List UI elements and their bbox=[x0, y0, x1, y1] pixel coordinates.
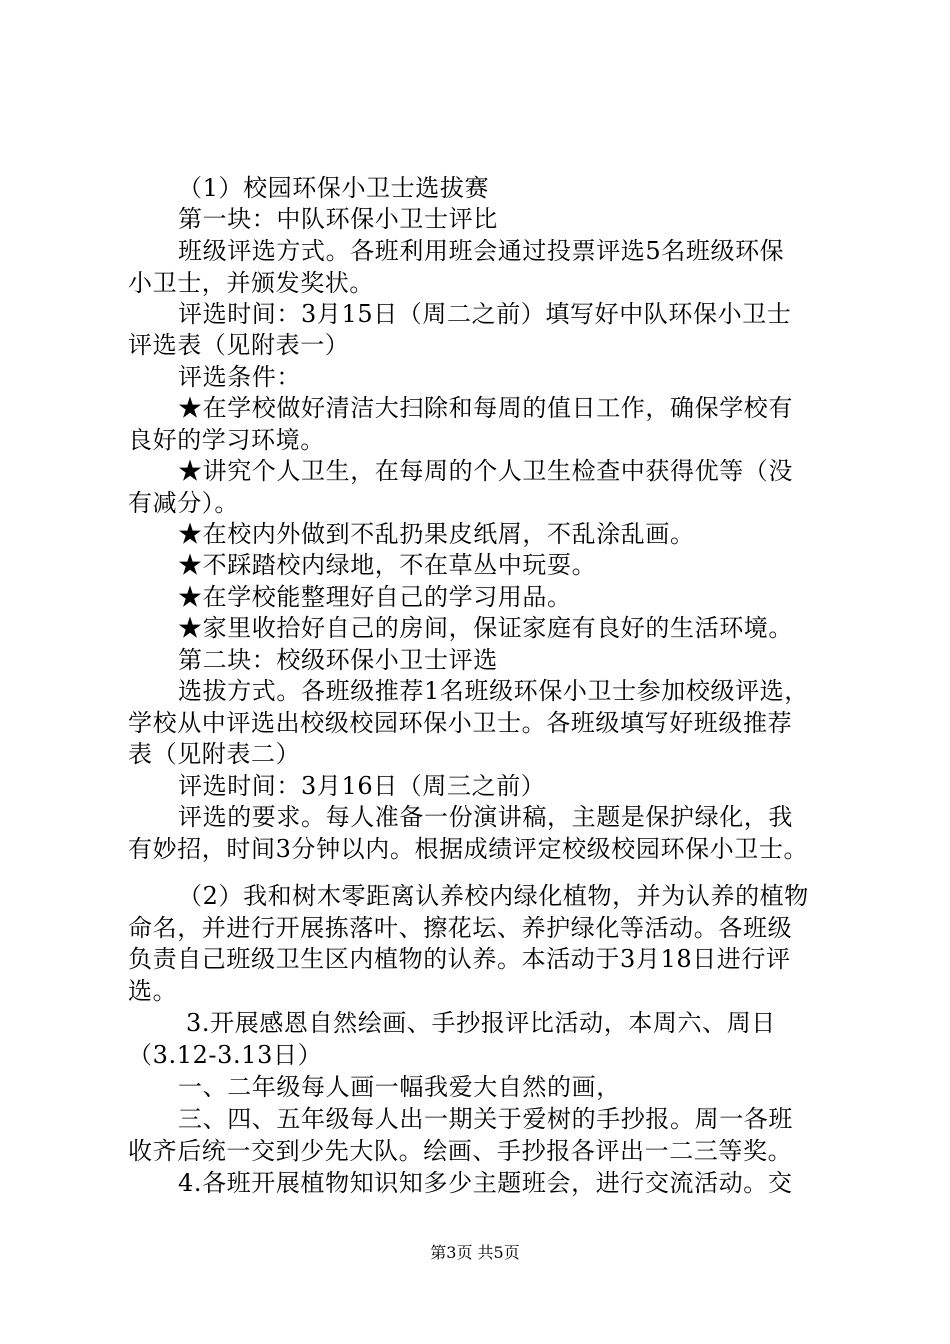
page-number-footer: 第3页 共5页 bbox=[430, 1243, 520, 1262]
text-line: 命名，并进行开展拣落叶、擦花坛、养护绿化等活动。各班级 bbox=[128, 914, 793, 942]
text-line: （1）校园环保小卫士选拔赛 bbox=[178, 174, 490, 202]
text-line: 三、四、五年级每人出一期关于爱树的手抄报。周一各班 bbox=[178, 1105, 793, 1133]
text-line: 学校从中评选出校级校园环保小卫士。各班级填写好班级推荐 bbox=[128, 709, 793, 737]
text-line: 一、二年级每人画一幅我爱大自然的画， bbox=[178, 1073, 621, 1101]
text-line: 表（见附表二） bbox=[128, 740, 301, 768]
text-line: 有减分）。 bbox=[128, 489, 239, 517]
text-line: 第一块：中队环保小卫士评比 bbox=[178, 205, 498, 233]
text-line: 负责自己班级卫生区内植物的认养。本活动于3月18日进行评 bbox=[128, 945, 791, 973]
text-line: 评选时间：3月15日（周二之前）填写好中队环保小卫士 bbox=[178, 300, 792, 328]
text-line: ★在校内外做到不乱扔果皮纸屑，不乱涂乱画。 bbox=[178, 520, 695, 548]
text-line: 选拔方式。各班级推荐1名班级环保小卫士参加校级评选， bbox=[178, 677, 809, 705]
text-line: 评选表（见附表一） bbox=[128, 331, 350, 359]
text-line: ★在学校能整理好自己的学习用品。 bbox=[178, 583, 572, 611]
text-line: 评选时间：3月16日（周三之前） bbox=[178, 772, 546, 800]
text-line: ★不踩踏校内绿地，不在草丛中玩耍。 bbox=[178, 551, 597, 579]
text-line: ★讲究个人卫生，在每周的个人卫生检查中获得优等（没 bbox=[178, 457, 793, 485]
text-line: ★家里收拾好自己的房间，保证家庭有良好的生活环境。 bbox=[178, 614, 793, 642]
text-line: 小卫士，并颁发奖状。 bbox=[128, 269, 374, 297]
text-line: 第二块：校级环保小卫士评选 bbox=[178, 646, 498, 674]
text-line: 4.各班开展植物知识知多少主题班会，进行交流活动。交 bbox=[178, 1169, 793, 1197]
text-line: 良好的学习环境。 bbox=[128, 426, 325, 454]
text-line: 有妙招，时间3分钟以内。根据成绩评定校级校园环保小卫士。 bbox=[128, 835, 809, 863]
text-line: （2）我和树木零距离认养校内绿化植物，并为认养的植物 bbox=[178, 882, 809, 910]
text-line: ★在学校做好清洁大扫除和每周的值日工作，确保学校有 bbox=[178, 394, 793, 422]
text-line: 评选的要求。每人准备一份演讲稿，主题是保护绿化，我 bbox=[178, 803, 793, 831]
text-line: 选。 bbox=[128, 977, 178, 1005]
text-line: 3.开展感恩自然绘画、手抄报评比活动，本周六、周日 bbox=[186, 1009, 776, 1037]
text-line: 收齐后统一交到少先大队。绘画、手抄报各评出一二三等奖。 bbox=[128, 1137, 793, 1165]
text-line: 评选条件： bbox=[178, 363, 301, 391]
text-line: （3.12-3.13日） bbox=[128, 1041, 323, 1069]
text-line: 班级评选方式。各班利用班会通过投票评选5名班级环保 bbox=[178, 237, 785, 265]
